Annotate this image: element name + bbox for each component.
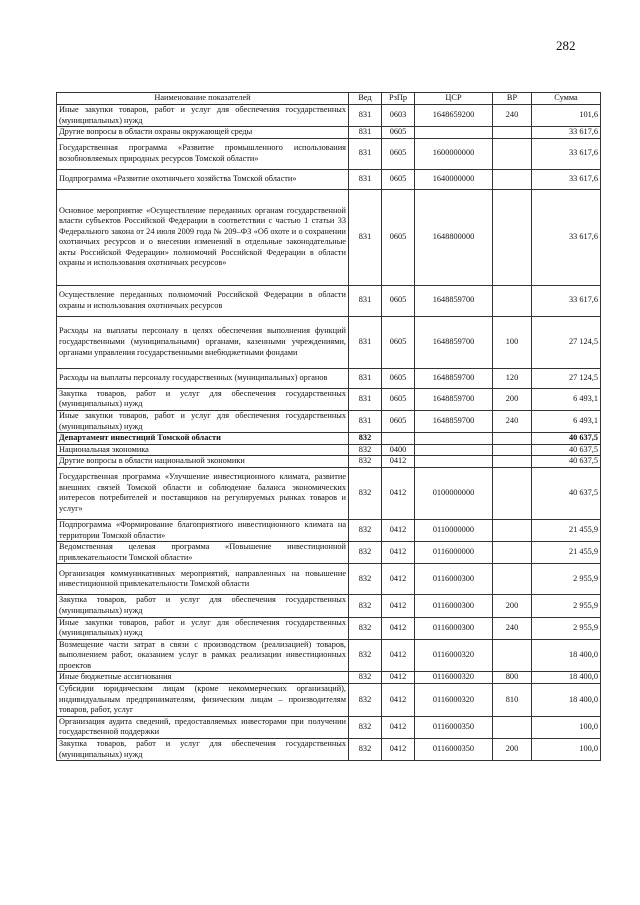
cell-vr <box>493 542 532 564</box>
cell-ved: 832 <box>349 684 382 717</box>
cell-ved: 831 <box>349 169 382 189</box>
cell-sum: 33 617,6 <box>532 189 601 285</box>
cell-sum: 100,0 <box>532 739 601 761</box>
cell-ved: 831 <box>349 105 382 127</box>
cell-rzpr: 0412 <box>382 542 415 564</box>
cell-rzpr: 0412 <box>382 519 415 541</box>
table-row <box>57 542 601 564</box>
cell-name: Организация коммуникативных мероприятий, направленных на повышение инвестиционной привлекательности Томской области <box>57 564 349 595</box>
table-row <box>57 285 601 316</box>
cell-name: Закупка товаров, работ и услуг для обеспечения государственных (муниципальных) нужд <box>57 739 349 761</box>
cell-csr: 0116000320 <box>415 639 493 672</box>
cell-sum: 33 617,6 <box>532 285 601 316</box>
cell-vr: 200 <box>493 388 532 410</box>
cell-sum: 21 455,9 <box>532 519 601 541</box>
cell-name: Иные закупки товаров, работ и услуг для обеспечения государственных (муниципальных) нужд <box>57 105 349 127</box>
cell-csr: 1648859700 <box>415 410 493 432</box>
cell-vr: 800 <box>493 672 532 684</box>
table-row <box>57 388 601 410</box>
col-header-ved: Вед <box>349 93 382 105</box>
cell-sum: 18 400,0 <box>532 672 601 684</box>
cell-name: Расходы на выплаты персоналу в целях обеспечения выполнения функций государственными (муниципальными) органами, казенными учреждениями, органами управления государственными внебюджетными фондами <box>57 316 349 368</box>
cell-vr <box>493 716 532 738</box>
cell-csr: 1640000000 <box>415 169 493 189</box>
cell-rzpr: 0603 <box>382 105 415 127</box>
cell-name: Закупка товаров, работ и услуг для обеспечения государственных (муниципальных) нужд <box>57 388 349 410</box>
col-header-sum: Сумма <box>532 93 601 105</box>
table-row <box>57 595 601 617</box>
cell-sum: 27 124,5 <box>532 316 601 368</box>
cell-sum: 27 124,5 <box>532 368 601 388</box>
cell-vr: 240 <box>493 617 532 639</box>
cell-ved: 832 <box>349 564 382 595</box>
cell-ved: 831 <box>349 127 382 139</box>
cell-sum: 100,0 <box>532 716 601 738</box>
cell-vr <box>493 189 532 285</box>
cell-vr <box>493 467 532 519</box>
cell-rzpr: 0412 <box>382 456 415 468</box>
cell-rzpr <box>382 433 415 445</box>
cell-sum: 2 955,9 <box>532 595 601 617</box>
cell-vr <box>493 138 532 169</box>
cell-name: Субсидии юридическим лицам (кроме некоммерческих организаций), индивидуальным предпринимателям, физическим лицам – производителям товаров, работ, услуг <box>57 684 349 717</box>
cell-rzpr: 0412 <box>382 595 415 617</box>
cell-name: Иные закупки товаров, работ и услуг для обеспечения государственных (муниципальных) нужд <box>57 617 349 639</box>
table-row <box>57 189 601 285</box>
page-number: 282 <box>556 38 576 53</box>
table-row <box>57 739 601 761</box>
cell-ved: 832 <box>349 672 382 684</box>
cell-sum: 33 617,6 <box>532 138 601 169</box>
cell-csr: 0110000000 <box>415 519 493 541</box>
cell-csr <box>415 433 493 445</box>
table-row <box>57 519 601 541</box>
cell-rzpr: 0412 <box>382 716 415 738</box>
table-row <box>57 316 601 368</box>
cell-sum: 40 637,5 <box>532 456 601 468</box>
cell-ved: 832 <box>349 444 382 456</box>
cell-vr: 200 <box>493 595 532 617</box>
cell-name: Иные бюджетные ассигнования <box>57 672 349 684</box>
cell-vr: 810 <box>493 684 532 717</box>
cell-csr <box>415 444 493 456</box>
cell-name: Департамент инвестиций Томской области <box>57 433 349 445</box>
cell-name: Возмещение части затрат в связи с производством (реализацией) товаров, выполнением работ, оказанием услуг в рамках реализации инвестиционных проектов <box>57 639 349 672</box>
cell-vr <box>493 519 532 541</box>
cell-ved: 832 <box>349 542 382 564</box>
cell-name: Основное мероприятие «Осуществление переданных органам государственной власти субъектов Российской Федерации в соответствии с частью 1 статьи 33 Федерального закона от 24 июля 2009 года № 209–ФЗ «Об охоте и о сохранении охотничьих ресурсов и о внесении изменений в отдельные законодательные акты Российской Федерации» полномочий Российской Федерации в области охраны и использования охотничьих ресурсов» <box>57 189 349 285</box>
cell-sum: 40 637,5 <box>532 433 601 445</box>
cell-sum: 101,6 <box>532 105 601 127</box>
table-row <box>57 467 601 519</box>
cell-csr: 1648659200 <box>415 105 493 127</box>
cell-rzpr: 0605 <box>382 368 415 388</box>
budget-table <box>56 92 601 761</box>
col-header-rzpr: РзПр <box>382 93 415 105</box>
cell-vr: 240 <box>493 410 532 432</box>
cell-name: Иные закупки товаров, работ и услуг для обеспечения государственных (муниципальных) нужд <box>57 410 349 432</box>
table-row <box>57 433 601 445</box>
cell-name: Закупка товаров, работ и услуг для обеспечения государственных (муниципальных) нужд <box>57 595 349 617</box>
cell-csr: 1600000000 <box>415 138 493 169</box>
cell-csr: 0116000350 <box>415 716 493 738</box>
cell-name: Другие вопросы в области охраны окружающей среды <box>57 127 349 139</box>
cell-sum: 2 955,9 <box>532 617 601 639</box>
cell-vr <box>493 444 532 456</box>
cell-csr: 1648859700 <box>415 285 493 316</box>
cell-ved: 831 <box>349 388 382 410</box>
cell-vr <box>493 285 532 316</box>
cell-ved: 832 <box>349 433 382 445</box>
cell-csr: 1648859700 <box>415 388 493 410</box>
cell-rzpr: 0605 <box>382 285 415 316</box>
cell-ved: 832 <box>349 467 382 519</box>
cell-csr: 1648800000 <box>415 189 493 285</box>
cell-csr: 1648859700 <box>415 368 493 388</box>
cell-rzpr: 0412 <box>382 739 415 761</box>
cell-rzpr: 0605 <box>382 138 415 169</box>
cell-name: Подпрограмма «Формирование благоприятного инвестиционного климата на территории Томской области» <box>57 519 349 541</box>
cell-rzpr: 0412 <box>382 684 415 717</box>
header-row <box>57 93 601 105</box>
cell-rzpr: 0605 <box>382 316 415 368</box>
table-row <box>57 138 601 169</box>
table-row <box>57 456 601 468</box>
table-row <box>57 672 601 684</box>
cell-vr <box>493 564 532 595</box>
cell-vr: 200 <box>493 739 532 761</box>
table-row <box>57 684 601 717</box>
cell-name: Подпрограмма «Развитие охотничьего хозяйства Томской области» <box>57 169 349 189</box>
cell-sum: 18 400,0 <box>532 639 601 672</box>
table-row <box>57 716 601 738</box>
cell-vr: 120 <box>493 368 532 388</box>
cell-sum: 33 617,6 <box>532 169 601 189</box>
cell-rzpr: 0605 <box>382 388 415 410</box>
cell-vr: 240 <box>493 105 532 127</box>
table-row <box>57 444 601 456</box>
cell-ved: 832 <box>349 739 382 761</box>
cell-csr: 0116000300 <box>415 617 493 639</box>
cell-ved: 831 <box>349 410 382 432</box>
cell-rzpr: 0412 <box>382 467 415 519</box>
table-row <box>57 639 601 672</box>
cell-name: Расходы на выплаты персоналу государственных (муниципальных) органов <box>57 368 349 388</box>
cell-rzpr: 0605 <box>382 127 415 139</box>
cell-sum: 6 493,1 <box>532 410 601 432</box>
table-row <box>57 564 601 595</box>
cell-csr: 0116000300 <box>415 564 493 595</box>
cell-vr <box>493 433 532 445</box>
cell-sum: 18 400,0 <box>532 684 601 717</box>
cell-csr: 1648859700 <box>415 316 493 368</box>
cell-name: Ведомственная целевая программа «Повышение инвестиционной привлекательности Томской области» <box>57 542 349 564</box>
col-header-csr: ЦСР <box>415 93 493 105</box>
cell-sum: 40 637,5 <box>532 444 601 456</box>
cell-name: Государственная программа «Развитие промышленного использования возобновляемых природных ресурсов Томской области» <box>57 138 349 169</box>
cell-ved: 832 <box>349 595 382 617</box>
cell-sum: 40 637,5 <box>532 467 601 519</box>
col-header-name: Наименование показателей <box>57 93 349 105</box>
cell-vr <box>493 127 532 139</box>
cell-rzpr: 0412 <box>382 639 415 672</box>
cell-csr: 0116000000 <box>415 542 493 564</box>
cell-rzpr: 0412 <box>382 672 415 684</box>
table-row <box>57 169 601 189</box>
cell-csr: 0116000320 <box>415 672 493 684</box>
table-row <box>57 368 601 388</box>
cell-sum: 6 493,1 <box>532 388 601 410</box>
cell-vr <box>493 639 532 672</box>
cell-rzpr: 0412 <box>382 617 415 639</box>
cell-rzpr: 0605 <box>382 189 415 285</box>
col-header-vr: ВР <box>493 93 532 105</box>
cell-name: Национальная экономика <box>57 444 349 456</box>
cell-vr: 100 <box>493 316 532 368</box>
cell-rzpr: 0412 <box>382 564 415 595</box>
cell-name: Государственная программа «Улучшение инвестиционного климата, развитие внешних связей Томской области и соблюдение баланса экономических интересов потребителей и поставщиков на регулируемых рынках товаров и услуг» <box>57 467 349 519</box>
table-row <box>57 127 601 139</box>
cell-ved: 832 <box>349 639 382 672</box>
table-row <box>57 410 601 432</box>
cell-rzpr: 0605 <box>382 169 415 189</box>
cell-csr: 0116000300 <box>415 595 493 617</box>
cell-ved: 831 <box>349 368 382 388</box>
cell-csr <box>415 127 493 139</box>
cell-rzpr: 0605 <box>382 410 415 432</box>
cell-name: Другие вопросы в области национальной экономики <box>57 456 349 468</box>
cell-ved: 831 <box>349 138 382 169</box>
table-row <box>57 617 601 639</box>
table-body <box>57 105 601 761</box>
cell-ved: 832 <box>349 456 382 468</box>
cell-ved: 831 <box>349 285 382 316</box>
cell-sum: 2 955,9 <box>532 564 601 595</box>
cell-csr: 0116000320 <box>415 684 493 717</box>
cell-ved: 831 <box>349 189 382 285</box>
cell-sum: 21 455,9 <box>532 542 601 564</box>
cell-rzpr: 0400 <box>382 444 415 456</box>
cell-vr <box>493 169 532 189</box>
cell-csr: 0116000350 <box>415 739 493 761</box>
cell-name: Осуществление переданных полномочий Российской Федерации в области охраны и использования охотничьих ресурсов <box>57 285 349 316</box>
cell-ved: 832 <box>349 519 382 541</box>
cell-sum: 33 617,6 <box>532 127 601 139</box>
table-row <box>57 105 601 127</box>
cell-csr <box>415 456 493 468</box>
cell-vr <box>493 456 532 468</box>
cell-ved: 832 <box>349 617 382 639</box>
cell-ved: 831 <box>349 316 382 368</box>
cell-name: Организация аудита сведений, предоставляемых инвесторами при получении государственной поддержки <box>57 716 349 738</box>
cell-ved: 832 <box>349 716 382 738</box>
cell-csr: 0100000000 <box>415 467 493 519</box>
